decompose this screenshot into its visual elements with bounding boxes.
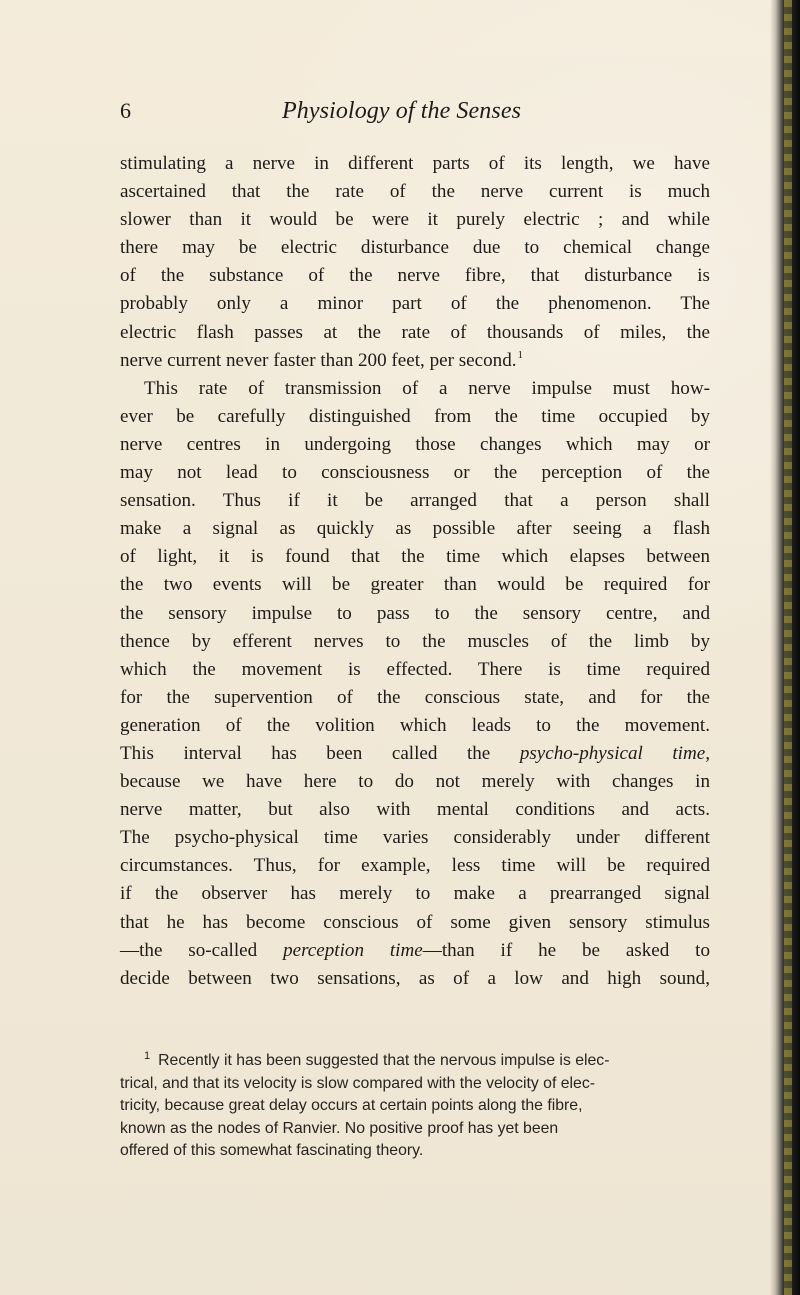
text-line: decide between two sensations, as of a low and high sound,: [120, 967, 710, 989]
text-line: there may be electric disturbance due to chemical change: [120, 237, 710, 259]
footnote-line: [120, 1050, 710, 1073]
text-line: the two events will be greater than would be required for: [120, 574, 710, 596]
text-line-with-footnote-marker: [120, 347, 710, 375]
paragraph-start-line: This rate of transmission of a nerve impulse must how-: [144, 377, 710, 399]
text-line: make a signal as quickly as possible after seeing a flash: [120, 518, 710, 540]
footnote-marker: 1: [144, 1050, 151, 1062]
text-line: slower than it would be were it purely electric ; and while: [120, 209, 710, 231]
footnote-line: known as the nodes of Ranvier. No positive proof has yet been: [120, 1119, 559, 1137]
text-line: if the observer has merely to make a prearranged signal: [120, 883, 710, 905]
footnote-block: [120, 1050, 710, 1163]
text-line: of light, it is found that the time which elapses between: [120, 546, 710, 568]
footnote-text: Recently it has been suggested that the nervous impulse is elec-: [158, 1052, 610, 1069]
text-line: ascertained that the rate of the nerve current is much: [120, 181, 710, 203]
page-header: [120, 98, 710, 140]
text-segment: —the so-called: [120, 939, 258, 961]
footnote-line: tricity, because great delay occurs at certain points along the fibre,: [120, 1097, 583, 1115]
binding-texture: [784, 0, 792, 1295]
footnote-reference-marker: 1: [517, 348, 524, 361]
text-segment: This interval has been called the: [120, 742, 491, 764]
book-binding-edge: [770, 0, 800, 1295]
text-line: stimulating a nerve in different parts of its length, we have: [120, 153, 710, 174]
text-line: electric flash passes at the rate of thousands of miles, the: [120, 321, 710, 343]
text-line-with-italic-term: [120, 740, 710, 768]
text-line: thence by efferent nerves to the muscles of the limb by: [120, 630, 710, 652]
text-line: nerve centres in undergoing those changes which may or: [120, 433, 710, 455]
italic-term: psycho-physical time,: [519, 742, 710, 764]
text-line: ever be carefully distinguished from the time occupied by: [120, 405, 710, 427]
text-line: generation of the volition which leads to the movement.: [120, 714, 710, 736]
text-line: of the substance of the nerve fibre, that disturbance is: [120, 265, 710, 287]
text-line: may not lead to consciousness or the perception of the: [120, 462, 710, 484]
main-text: [120, 150, 710, 993]
text-line: because we have here to do not merely with changes in: [120, 771, 710, 793]
text-line: The psycho-physical time varies considerably under different: [120, 827, 710, 849]
text-line-with-italic-term: [120, 937, 710, 965]
text-line: nerve matter, but also with mental conditions and acts.: [120, 799, 710, 821]
italic-term: perception time: [283, 939, 423, 961]
text-line: circumstances. Thus, for example, less time will be required: [120, 855, 710, 877]
running-head: Physiology of the Senses: [282, 98, 522, 124]
text-line: the sensory impulse to pass to the sensory centre, and: [120, 602, 710, 624]
text-line: sensation. Thus if it be arranged that a person shall: [120, 490, 710, 512]
footnote-line: trical, and that its velocity is slow compared with the velocity of elec-: [120, 1074, 595, 1092]
text-line: which the movement is effected. There is time required: [120, 658, 710, 680]
text-segment: nerve current never faster than 200 feet, per second.: [120, 349, 517, 371]
text-segment: —than if he be asked to: [422, 939, 710, 961]
text-line: probably only a minor part of the phenomenon. The: [120, 293, 710, 315]
text-line: for the supervention of the conscious state, and for the: [120, 686, 710, 708]
text-line: that he has become conscious of some given sensory stimulus: [120, 911, 710, 933]
footnote-line: offered of this somewhat fascinating theory.: [120, 1142, 424, 1160]
page-number: 6: [120, 98, 131, 123]
